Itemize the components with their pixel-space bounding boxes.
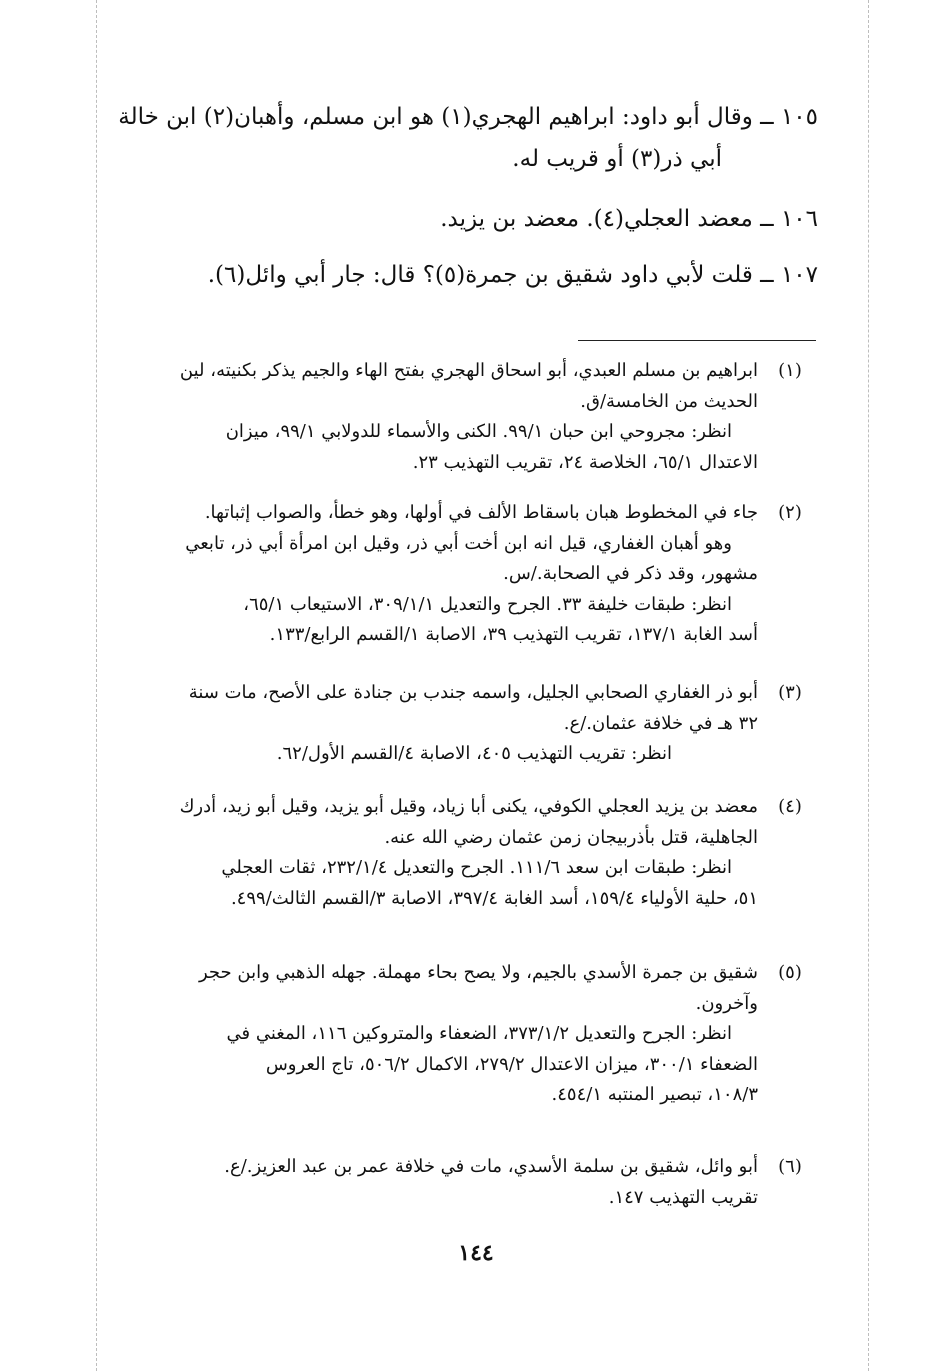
scan-artifact-line [96,0,97,1371]
footnote-line: انظر: طبقات ابن سعد ١١١/٦. الجرح والتعديل ٢٣٢/١/٤، ثقات العجلي [221,857,732,878]
footnote-number: (٤) [778,796,802,817]
footnote [110,958,810,1111]
footnote-line: وآخرون. [695,992,758,1014]
footnote-separator [578,340,816,341]
footnote-line: انظر: مجروحي ابن حبان ٩٩/١. الكنى والأسماء للدولابي ٩٩/١، ميزان [225,421,732,442]
main-text [110,96,818,180]
footnote-line: أبو وائل، شقيق بن سلمة الأسدي، مات في خلافة عمر بن عبد العزيز./ع. [224,1156,758,1177]
footnote-number: (٣) [778,682,802,703]
footnote-number: (٥) [778,962,802,983]
footnote-line: تقريب التهذيب ١٤٧. [608,1186,758,1208]
main-line: أبي ذر(٣) أو قريب له. [512,146,722,172]
footnote-line: شقيق بن جمرة الأسدي بالجيم، ولا يصح بحاء مهملة. جهله الذهبي وابن حجر [198,962,758,983]
footnote-number: (١) [778,360,802,381]
footnote-line: معضد بن يزيد العجلي الكوفي، يكنى أبا زياد، وقيل أبو يزيد، وقيل أبو زيد، أدرك [179,796,758,817]
footnote-line: انظر: الجرح والتعديل ٣٧٣/١/٢، الضعفاء والمتروكين ١١٦، المغني في [226,1023,732,1044]
footnote-line: مشهور، وقد ذكر في الصحابة./س. [503,563,758,584]
footnote [110,356,810,478]
footnote-number: (٢) [778,502,802,523]
footnote [110,678,810,770]
footnote [110,1152,810,1213]
footnote-line: الجاهلية، قتل بأذربيجان زمن عثمان رضي الله عنه. [384,826,758,848]
footnote-line: الاعتدال ٦٥/١، الخلاصة ٢٤، تقريب التهذيب ٢٣. [412,451,758,473]
main-text [110,198,818,240]
footnote-line: الضعفاء ٣٠٠/١، ميزان الاعتدال ٢٧٩/٢، الاكمال ٥٠٦/٢، تاج العروس [265,1053,758,1075]
main-line: ١٠٧ ــ قلت لأبي داود شقيق بن جمرة(٥)؟ قال: جار أبي وائل(٦). [207,262,818,288]
footnote [110,792,810,914]
main-text [110,254,818,296]
main-line: ١٠٥ ــ وقال أبو داود: ابراهيم الهجري(١) هو ابن مسلم، وأهبان(٢) ابن خالة [118,104,818,130]
footnote-line: ٥١، حلية الأولياء ١٥٩/٤، أسد الغابة ٣٩٧/٤، الاصابة ٣/القسم الثالث/٤٩٩. [230,887,758,909]
main-line: ١٠٦ ــ معضد العجلي(٤). معضد بن يزيد. [440,206,818,232]
footnote-number: (٦) [778,1156,802,1177]
footnote-line: ٣٢ هـ في خلافة عثمان./ع. [563,712,758,734]
footnote-line: أبو ذر الغفاري الصحابي الجليل، واسمه جندب بن جنادة على الأصح، مات سنة [188,682,758,703]
footnote-line: الحديث من الخامسة/ق. [580,390,758,412]
footnote-line: وهو أهبان الغفاري، قيل انه ابن أخت أبي ذر، وقيل ابن امرأة أبي ذر، تابعي [185,532,732,554]
footnote-line: انظر: طبقات خليفة ٣٣. الجرح والتعديل ٣٠٩/١/١، الاستيعاب ٦٥/١، [243,593,732,615]
footnote-line: ابراهيم بن مسلم العبدي، أبو اسحاق الهجري بفتح الهاء والجيم يذكر بكنيته، لين [179,360,758,381]
footnote-line: ١٠٨/٣، تبصير المنتبه ٤٥٤/١. [551,1084,758,1105]
footnote-line: انظر: تقريب التهذيب ٤٠٥، الاصابة ٤/القسم الأول/٦٢. [276,743,672,764]
footnote-line: جاء في المخطوط هبان باسقاط الألف في أولها، وهو خطأ، والصواب إثباتها. [204,502,758,523]
footnote [110,498,810,651]
page-number: ١٤٤ [458,1240,494,1266]
footnote-line: أسد الغابة ١٣٧/١، تقريب التهذيب ٣٩، الاصابة ١/القسم الرابع/١٣٣. [269,624,758,645]
scan-artifact-line [868,0,869,1371]
